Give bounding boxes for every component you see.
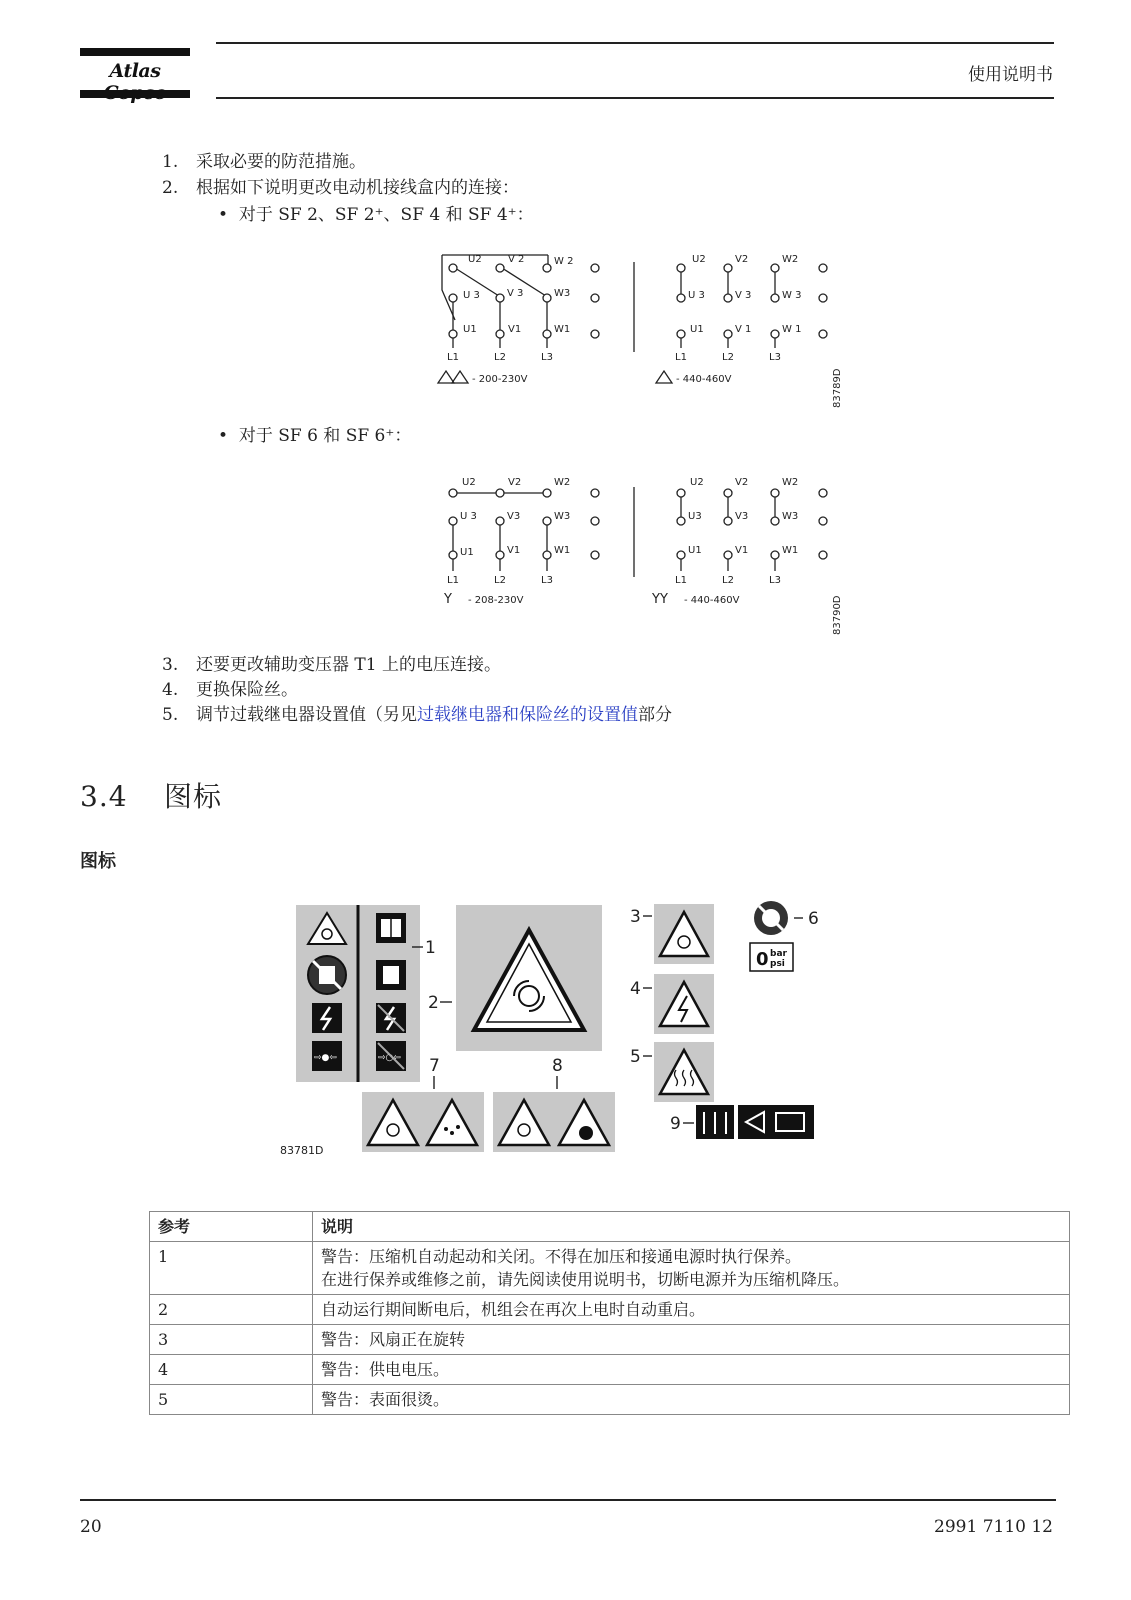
double-star-symbol: YY bbox=[652, 592, 668, 607]
line-L2-right: L2 bbox=[722, 352, 734, 363]
table-row: 3 警告：风扇正在旋转 bbox=[150, 1325, 1070, 1355]
line-L1: L1 bbox=[447, 352, 459, 363]
document-number: 2991 7110 12 bbox=[934, 1517, 1053, 1537]
term-V3-right: V 3 bbox=[735, 290, 752, 301]
term-U1: U1 bbox=[463, 324, 477, 335]
term-U2: U2 bbox=[462, 477, 476, 488]
callout-6: 6 bbox=[808, 909, 819, 929]
term-U3: U 3 bbox=[463, 290, 480, 301]
diagram-code: 83790D bbox=[832, 595, 843, 635]
term-V2-right: V2 bbox=[735, 254, 749, 265]
term-W2: W2 bbox=[554, 477, 571, 488]
pressure-unit-bar: bar bbox=[770, 949, 787, 959]
term-W3-right: W3 bbox=[782, 511, 799, 522]
pictograms-figure bbox=[280, 900, 840, 1190]
header-rule-bottom bbox=[216, 97, 1054, 99]
line-L1: L1 bbox=[447, 575, 459, 586]
voltage-double-star: - 440-460V bbox=[684, 595, 740, 606]
term-U3-right: U 3 bbox=[688, 290, 705, 301]
section-title: 3.4 图标 bbox=[80, 780, 223, 813]
header-rule-top bbox=[216, 42, 1054, 44]
step-3: 3. 还要更改辅助变压器 T1 上的电压连接。 bbox=[162, 655, 501, 675]
line-L1-right: L1 bbox=[675, 352, 687, 363]
term-V3: V 3 bbox=[507, 288, 524, 299]
term-U2-right: U2 bbox=[690, 477, 704, 488]
motor-rotation-direction-icon bbox=[738, 1105, 814, 1139]
step-1: 1. 采取必要的防范措施。 bbox=[162, 152, 366, 172]
step-4: 4. 更换保险丝。 bbox=[162, 680, 298, 700]
disconnect-power-icon bbox=[376, 1003, 406, 1033]
page-number: 20 bbox=[80, 1517, 102, 1537]
manual-icon bbox=[376, 913, 406, 943]
atlas-copco-logo bbox=[80, 46, 190, 102]
term-V2: V2 bbox=[508, 477, 522, 488]
table-row: 1 警告：压缩机自动起动和关闭。不得在加压和接通电源时执行保养。 在进行保养或维修之前，请先阅读使用说明书，切断电源并为压缩机降压。 bbox=[150, 1242, 1070, 1295]
header-description: 说明 bbox=[313, 1212, 1070, 1242]
term-W3-right: W 3 bbox=[782, 290, 802, 301]
term-V2: V 2 bbox=[508, 254, 525, 265]
maintenance-icon bbox=[376, 960, 406, 990]
svg-text:⇨●⇦: ⇨●⇦ bbox=[314, 1053, 337, 1063]
pressure-icon bbox=[312, 1041, 342, 1071]
logo-text: Atlas bbox=[109, 60, 161, 82]
term-U3: U 3 bbox=[460, 511, 477, 522]
callout-1: 1 bbox=[425, 938, 436, 958]
wiring-diagram-sf6 bbox=[430, 475, 850, 640]
term-W3: W3 bbox=[554, 511, 571, 522]
term-U2: U2 bbox=[468, 254, 482, 265]
term-V3: V3 bbox=[507, 511, 521, 522]
voltage-delta-delta: - 200-230V bbox=[472, 374, 528, 385]
term-W1: W1 bbox=[554, 545, 571, 556]
term-U3-right: U3 bbox=[688, 511, 702, 522]
svg-text:⇨○⇦: ⇨○⇦ bbox=[378, 1053, 401, 1063]
table-row: 5 警告：表面很烫。 bbox=[150, 1385, 1070, 1415]
line-L3: L3 bbox=[541, 575, 553, 586]
term-V1: V1 bbox=[508, 324, 522, 335]
callout-9: 9 bbox=[670, 1114, 681, 1134]
depressurize-icon bbox=[376, 1041, 406, 1071]
document-title: 使用说明书 bbox=[968, 65, 1053, 85]
line-L1-right: L1 bbox=[675, 575, 687, 586]
diagram-code: 83789D bbox=[832, 368, 843, 408]
callout-4: 4 bbox=[630, 979, 641, 999]
footer-rule bbox=[80, 1499, 1056, 1501]
pressure-unit-psi: psi bbox=[770, 959, 785, 969]
term-V1-right: V 1 bbox=[735, 324, 752, 335]
line-L2: L2 bbox=[494, 575, 506, 586]
line-L3-right: L3 bbox=[769, 575, 781, 586]
phase-rotation-icon bbox=[696, 1105, 734, 1139]
term-W2: W 2 bbox=[554, 256, 574, 267]
line-L2: L2 bbox=[494, 352, 506, 363]
bullet-sf6: • 对于 SF 6 和 SF 6⁺： bbox=[218, 426, 412, 446]
pressure-value: 0 bbox=[756, 949, 769, 970]
term-U1: U1 bbox=[460, 547, 474, 558]
step-5: 5. 调节过载继电器设置值（另见过载继电器和保险丝的设置值部分 bbox=[162, 705, 672, 725]
term-V2-right: V2 bbox=[735, 477, 749, 488]
overload-relay-settings-link[interactable]: 过载继电器和保险丝的设置值 bbox=[417, 705, 638, 725]
callout-5: 5 bbox=[630, 1047, 641, 1067]
term-W1-right: W1 bbox=[782, 545, 799, 556]
line-L3: L3 bbox=[541, 352, 553, 363]
callout-8: 8 bbox=[552, 1056, 563, 1076]
table-row: 4 警告：供电电压。 bbox=[150, 1355, 1070, 1385]
table-row: 2 自动运行期间断电后，机组会在再次上电时自动重启。 bbox=[150, 1295, 1070, 1325]
term-V1: V1 bbox=[507, 545, 521, 556]
header-ref: 参考 bbox=[150, 1212, 313, 1242]
term-U1-right: U1 bbox=[688, 545, 702, 556]
no-pressure-icon bbox=[754, 901, 788, 935]
line-L2-right: L2 bbox=[722, 575, 734, 586]
reference-table bbox=[149, 1211, 1070, 1415]
bullet-sf2-sf4: • 对于 SF 2、SF 2⁺、SF 4 和 SF 4⁺： bbox=[218, 205, 534, 225]
term-U1-right: U1 bbox=[690, 324, 704, 335]
callout-2: 2 bbox=[428, 993, 439, 1013]
term-U2-right: U2 bbox=[692, 254, 706, 265]
term-W1: W1 bbox=[554, 324, 571, 335]
step-2: 2. 根据如下说明更改电动机接线盒内的连接： bbox=[162, 178, 519, 198]
no-maintenance-icon bbox=[308, 956, 346, 994]
term-W3: W3 bbox=[554, 288, 571, 299]
wiring-diagram-sf2-sf4 bbox=[430, 250, 850, 410]
voltage-icon bbox=[312, 1003, 342, 1033]
line-L3-right: L3 bbox=[769, 352, 781, 363]
term-W2-right: W2 bbox=[782, 254, 799, 265]
term-V1-right: V1 bbox=[735, 545, 749, 556]
voltage-star: - 208-230V bbox=[468, 595, 524, 606]
callout-3: 3 bbox=[630, 907, 641, 927]
star-symbol: Y bbox=[444, 592, 452, 607]
table-header-row bbox=[150, 1212, 1070, 1242]
pictograms-code: 83781D bbox=[280, 1144, 324, 1157]
term-W1-right: W 1 bbox=[782, 324, 802, 335]
callout-7: 7 bbox=[429, 1056, 440, 1076]
voltage-delta: - 440-460V bbox=[676, 374, 732, 385]
term-V3-right: V3 bbox=[735, 511, 749, 522]
term-W2-right: W2 bbox=[782, 477, 799, 488]
sub-heading: 图标 bbox=[80, 851, 116, 872]
